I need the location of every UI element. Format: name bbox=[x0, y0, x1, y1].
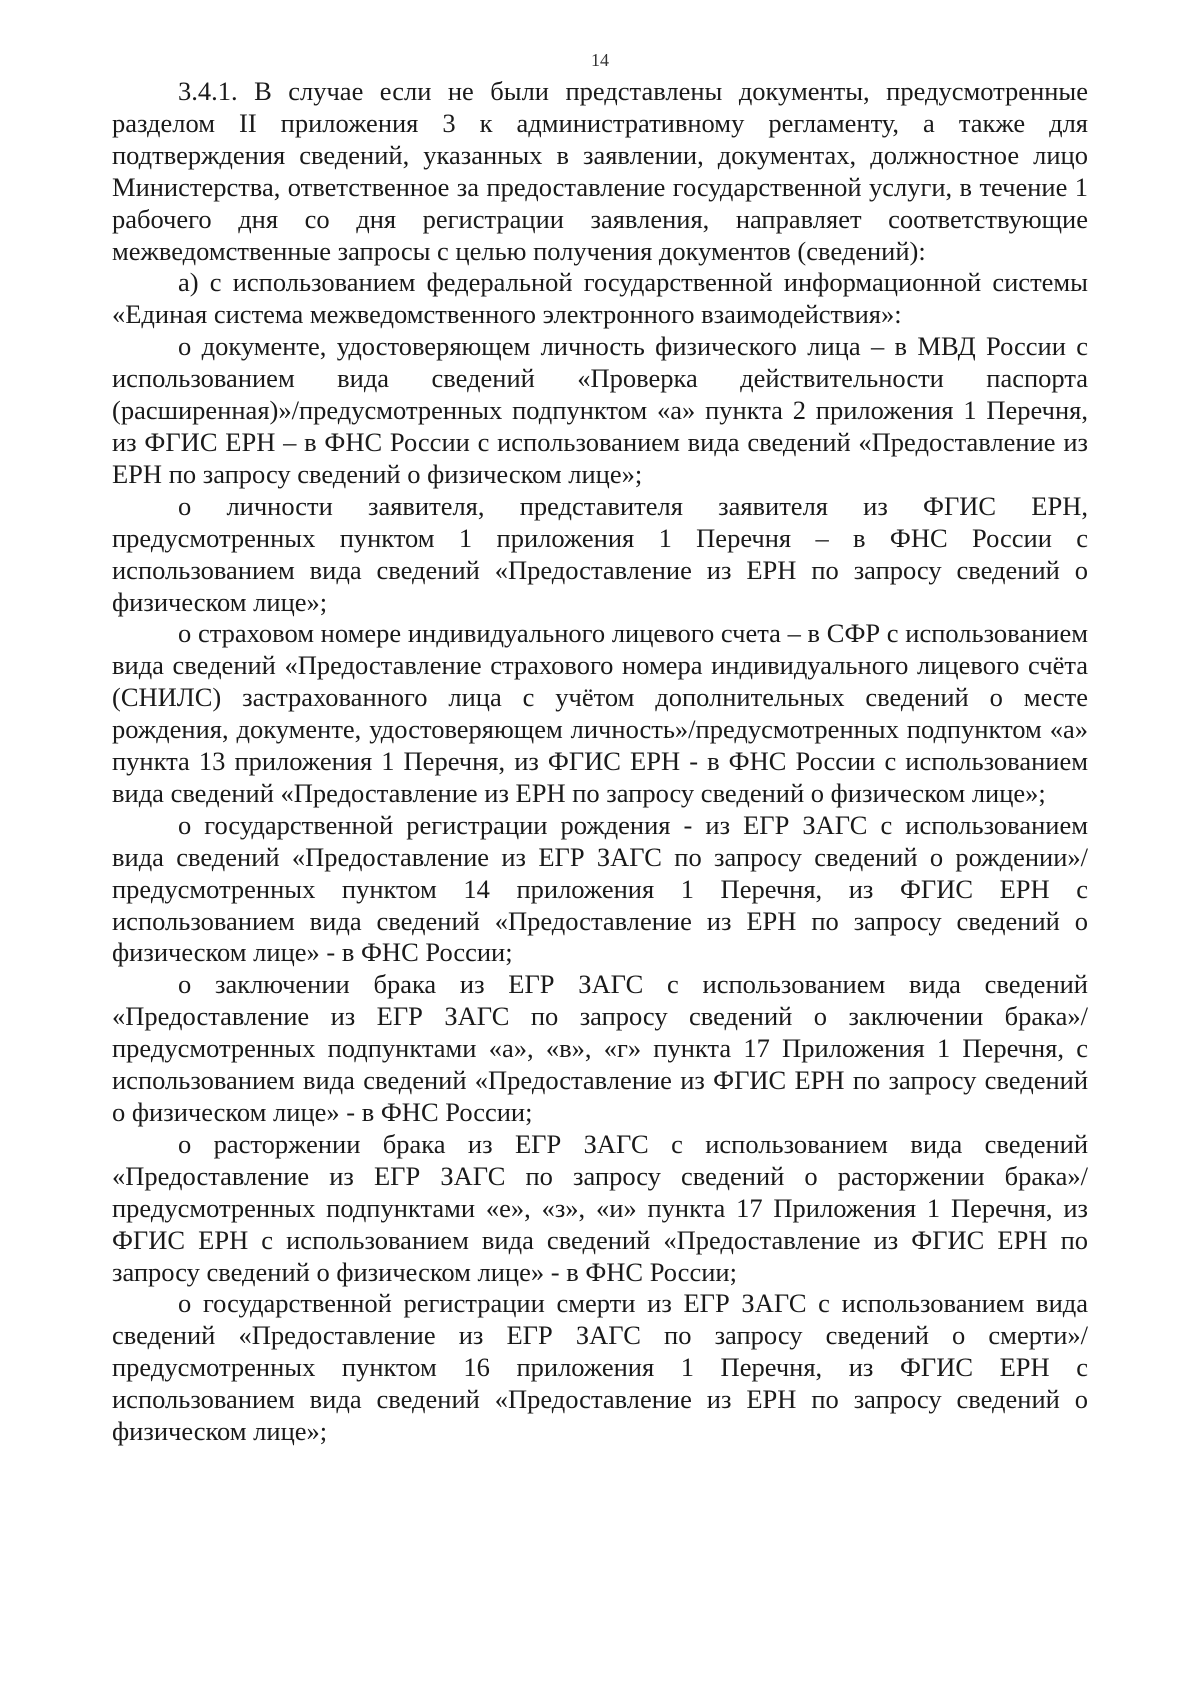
paragraph-birth-registration: о государственной регистрации рождения - из ЕГР ЗАГС с использованием вида сведений «Предоставление из ЕГР ЗАГС по запросу сведений о рождении»/предусмотренных пунктом 14 приложения 1 Перечня, из ФГИС ЕРН с использованием вида сведений «Предоставление из ЕРН по запросу сведений о физическом лице» - в ФНС России; bbox=[112, 809, 1088, 968]
paragraph-marriage: о заключении брака из ЕГР ЗАГС с использованием вида сведений «Предоставление из ЕГР ЗАГС по запросу сведений о заключении брака»/предусмотренных подпунктами «а», «в», «г» пункта 17 Приложения 1 Перечня, с использованием вида сведений «Предоставление из ФГИС ЕРН по запросу сведений о физическом лице» - в ФНС России; bbox=[112, 969, 1088, 1127]
paragraph-snils: о страховом номере индивидуального лицевого счета – в СФР с использованием вида сведений «Предоставление страхового номера индивидуального лицевого счёта (СНИЛС) застрахованного лица с учётом дополнительных сведений о месте рождения, документе, удостоверяющем личность»/предусмотренных подпунктом «а» пункта 13 приложения 1 Перечня, из ФГИС ЕРН - в ФНС России с использованием вида сведений «Предоставление из ЕРН по запросу сведений о физическом лице»; bbox=[112, 618, 1088, 808]
paragraph-applicant-identity: о личности заявителя, представителя заявителя из ФГИС ЕРН, предусмотренных пунктом 1 приложения 1 Перечня – в ФНС России с использованием вида сведений «Предоставление из ЕРН по запросу сведений о физическом лице»; bbox=[112, 490, 1088, 617]
paragraph-smev: а) с использованием федеральной государственной информационной системы «Единая система межведомственного электронного взаимодействия»: bbox=[112, 267, 1088, 330]
paragraph-death-registration: о государственной регистрации смерти из ЕГР ЗАГС с использованием вида сведений «Предоставление из ЕГР ЗАГС по запросу сведений о смерти»/предусмотренных пунктом 16 приложения 1 Перечня, из ФГИС ЕРН с использованием вида сведений «Предоставление из ЕРН по запросу сведений о физическом лице»; bbox=[112, 1288, 1088, 1447]
paragraph-divorce: о расторжении брака из ЕГР ЗАГС с использованием вида сведений «Предоставление из ЕГР ЗАГС по запросу сведений о расторжении брака»/предусмотренных подпунктами «е», «з», «и» пункта 17 Приложения 1 Перечня, из ФГИС ЕРН с использованием вида сведений «Предоставление из ФГИС ЕРН по запросу сведений о физическом лице» - в ФНС России; bbox=[112, 1128, 1088, 1287]
paragraph-3-4-1: 3.4.1. В случае если не были представлены документы, предусмотренные разделом II приложения 3 к административному регламенту, а также для подтверждения сведений, указанных в заявлении, документах, должностное лицо Министерства, ответственное за предоставление государственной услуги, в течение 1 рабочего дня со дня регистрации заявления, направляет соответствующие межведомственные запросы с целью получения документов (сведений): bbox=[112, 76, 1088, 266]
document-body bbox=[112, 76, 1088, 1448]
page-number: 14 bbox=[591, 50, 609, 70]
paragraph-identity-document: о документе, удостоверяющем личность физического лица – в МВД России с использованием вида сведений «Проверка действительности паспорта (расширенная)»/предусмотренных подпунктом «а» пункта 2 приложения 1 Перечня, из ФГИС ЕРН – в ФНС России с использованием вида сведений «Предоставление из ЕРН по запросу сведений о физическом лице»; bbox=[112, 331, 1088, 489]
